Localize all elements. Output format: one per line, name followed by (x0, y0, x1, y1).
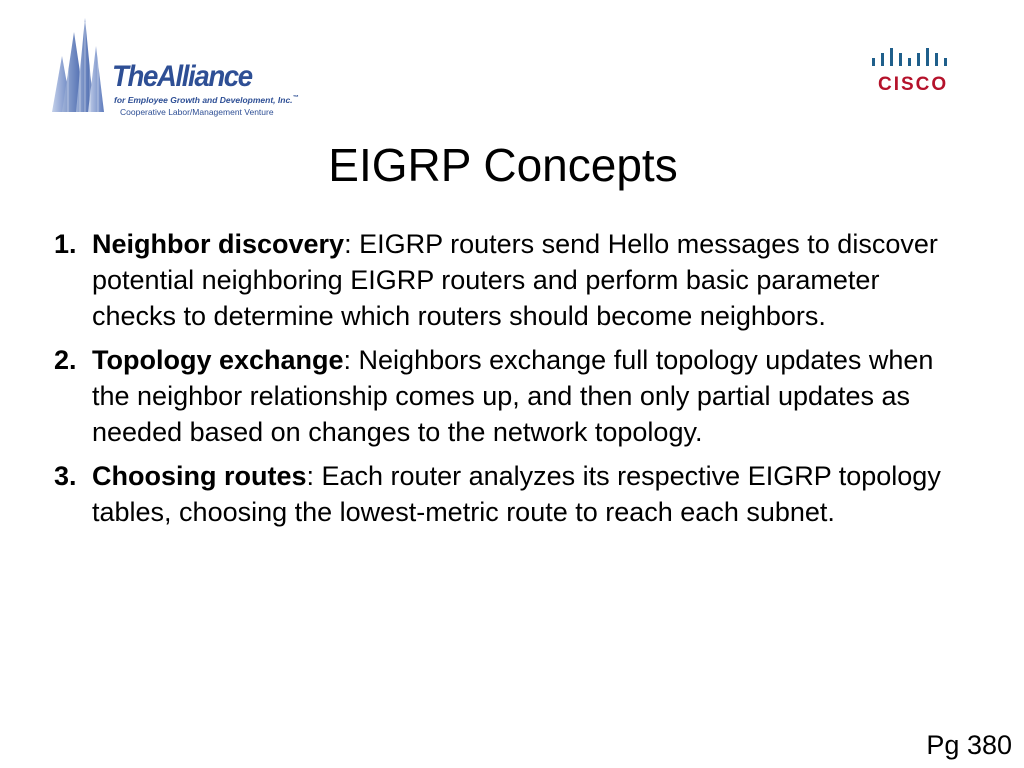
concept-list (54, 226, 964, 538)
page-number: Pg 380 (926, 730, 1012, 760)
cisco-wordmark: CISCO (878, 74, 949, 95)
item-term: Choosing routes (92, 461, 307, 491)
alliance-subtitle: Cooperative Labor/Management Venture (120, 107, 274, 117)
item-text: : EIGRP routers send Hello messages to discover potential neighboring EIGRP routers and perform basic parameter checks to determine which routers should become neighbors. (92, 229, 938, 331)
list-item (54, 342, 964, 450)
item-number: 1. (54, 229, 77, 259)
item-term: Neighbor discovery (92, 229, 345, 259)
cisco-bars-icon (868, 44, 960, 72)
cisco-logo (868, 44, 960, 100)
item-number: 2. (54, 345, 77, 375)
item-number: 3. (54, 461, 77, 491)
slide-title: EIGRP Concepts (328, 139, 678, 191)
item-text: : Neighbors exchange full topology updates when the neighbor relationship comes up, and then only partial updates as needed based on changes to the network topology. (92, 345, 934, 447)
alliance-name: TheAlliance (112, 60, 252, 93)
list-item (54, 458, 964, 530)
item-term: Topology exchange (92, 345, 344, 375)
item-text: : Each router analyzes its respective EIGRP topology tables, choosing the lowest-metric route to reach each subnet. (92, 461, 941, 527)
alliance-logo (48, 16, 308, 126)
alliance-tm: ™ (292, 95, 299, 102)
alliance-tagline: for Employee Growth and Development, Inc.™ (114, 95, 299, 105)
list-item (54, 226, 964, 334)
